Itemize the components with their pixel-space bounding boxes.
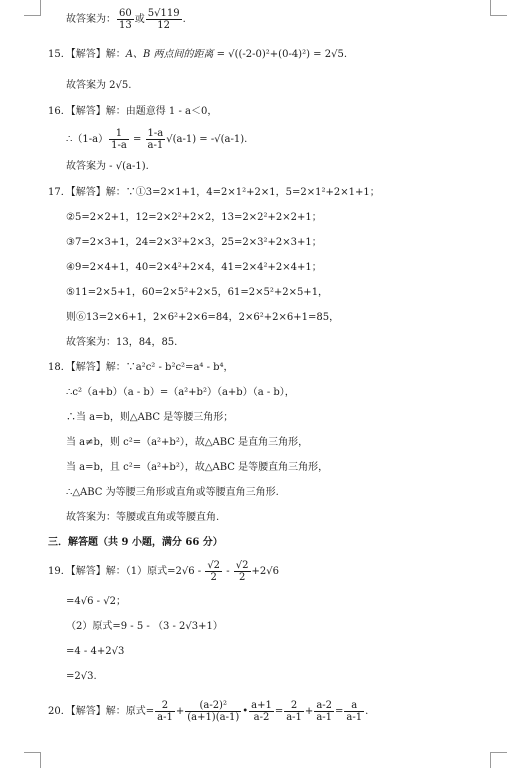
crop-mark-bottom-left-h: [24, 752, 41, 753]
solution-18-step-b: ∴c²（a+b）（a - b）=（a²+b²）（a+b）（a - b），: [66, 387, 295, 398]
solution-17-step4: ④9=2×4+1，40=2×4²+2×4，41=2×4²+2×4+1；: [66, 262, 322, 273]
solution-20-line: 20．【解答】解：原式= $\frac{2}{a-1}$ + $\frac{\text{(a-2)²}}{(a+1)(a-1)}$ • $\frac{a+1}{a-2}$ = $\frac{2}{a-1}$ + $\frac{a-2}{a-1}$ = $\frac{a}{a-1}$ .: [48, 700, 369, 723]
crop-mark-bottom-right-v: [490, 752, 491, 768]
solution-19-step-d: =4 - 4+2√3: [66, 646, 125, 657]
solution-18-step-f: ∴△ABC 为等腰三角形或直角或等腰直角三角形.: [66, 487, 279, 498]
solution-19-step-e: =2√3.: [66, 671, 97, 682]
crop-mark-top-right-v: [490, 0, 491, 16]
solution-17-step6: 则⑥13=2×6+1，2×6²+2×6=84，2×6²+2×6+1=85，: [66, 312, 340, 323]
answer-16-line: 故答案为 - √(a-1).: [66, 161, 149, 172]
fraction: $\frac{a}{a-1}$: [346, 700, 363, 723]
fraction: $\frac{a+1}{a-2}$: [251, 700, 272, 723]
fraction: $\frac{a-2}{a-1}$: [316, 700, 333, 723]
fraction: $\frac{2}{a-1}$: [286, 700, 302, 723]
solution-19-line: 19．【解答】解：（1）原式=2√6 - $\frac{√2}{2}$ - $\frac{√2}{2}$ +2√6: [48, 560, 280, 583]
solution-17-line: 17．【解答】解：∵①3=2×1+1，4=2×1²+2×1，5=2×1²+2×1+1；: [48, 187, 380, 198]
answer-14-label: 故答案为：: [66, 14, 116, 25]
crop-mark-bottom-right-h: [490, 752, 507, 753]
solution-19-part2: （2）原式=9 - 5 - （3 - 2√3+1）: [66, 621, 223, 632]
fraction: $\frac{√2}{2}$: [235, 560, 249, 583]
fraction: $\frac{5√119}{12}$: [147, 8, 180, 31]
fraction: $\frac{1-a}{a-1}$: [147, 128, 164, 151]
fraction: $\frac{2}{a-1}$: [157, 700, 173, 723]
fraction: $\frac{\text{(a-2)²}}{(a+1)(a-1)}$: [187, 700, 240, 723]
solution-18-step-c: ∴当 a=b，则△ABC 是等腰三角形；: [66, 412, 234, 423]
answer-15-line: 故答案为 2√5.: [66, 80, 132, 91]
section-3-heading: 三．解答题（共 9 小题，满分 66 分）: [48, 537, 223, 548]
fraction: $\frac{√2}{2}$: [207, 560, 221, 583]
crop-mark-top-right-h: [490, 15, 507, 16]
solution-17-step2: ②5=2×2+1，12=2×2²+2×2，13=2×2²+2×2+1；: [66, 212, 322, 223]
solution-18-step-d: 当 a≠b，则 c²=（a²+b²），故△ABC 是直角三角形，: [66, 437, 309, 448]
crop-mark-bottom-left-v: [40, 752, 41, 768]
solution-17-step5: ⑤11=2×5+1，60=2×5²+2×5，61=2×5²+2×5+1，: [66, 287, 329, 298]
solution-15-line: 15．【解答】解：A、B 两点间的距离 = √((-2-0)²+(0-4)²) = 2√5.: [48, 49, 348, 60]
fraction: $\frac{60}{13}$: [119, 8, 132, 31]
crop-mark-top-left-v: [40, 0, 41, 16]
crop-mark-top-left-h: [24, 15, 41, 16]
solution-16-line: 16．【解答】解：由题意得 1 - a＜0，: [48, 106, 218, 117]
fraction: $\frac{1}{1-a}$: [111, 128, 127, 151]
answer-17-line: 故答案为：13，84，85.: [66, 337, 178, 348]
answer-18-line: 故答案为：等腰或直角或等腰直角.: [66, 512, 220, 523]
solution-16-derivation: ∴（1-a） $\frac{1}{1-a}$ = $\frac{1-a}{a-1}$ √(a-1) = -√(a-1).: [66, 128, 248, 151]
solution-18-line: 18．【解答】解：∵a²c² - b²c²=a⁴ - b⁴，: [48, 362, 234, 373]
answer-14-line: 故答案为： $\frac{60}{13}$ 或 $\frac{5√119}{12}$ .: [66, 8, 186, 31]
solution-17-step3: ③7=2×3+1，24=2×3²+2×3，25=2×3²+2×3+1；: [66, 237, 322, 248]
solution-18-step-e: 当 a=b，且 c²=（a²+b²），故△ABC 是等腰直角三角形，: [66, 462, 329, 473]
solution-19-step-b: =4√6 - √2；: [66, 596, 126, 607]
